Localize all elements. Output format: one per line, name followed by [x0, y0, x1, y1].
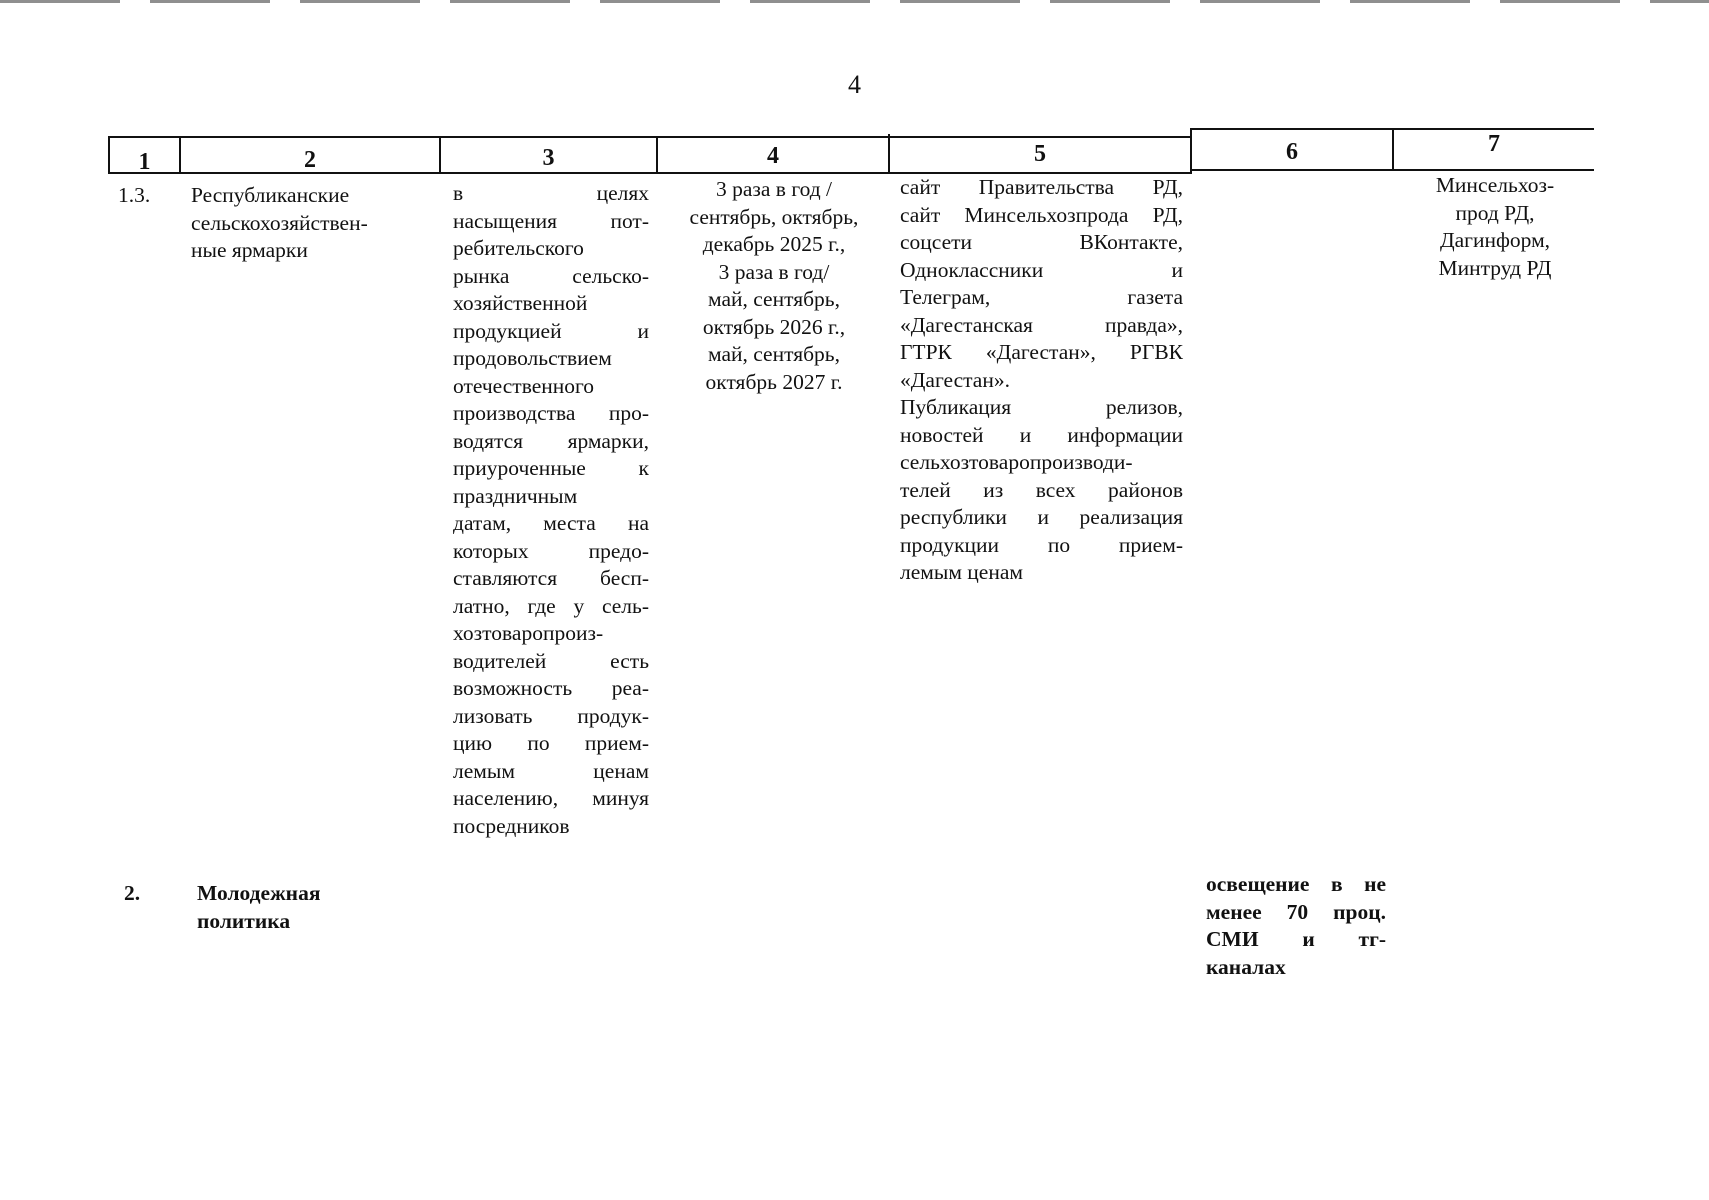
text-line: каналах: [1206, 954, 1286, 979]
text-line: насыщения пот-: [453, 208, 649, 233]
header-col-6: 6: [1286, 139, 1298, 165]
text-line: республики и реализация: [900, 505, 1183, 529]
scan-edge-line: [0, 0, 1709, 3]
text-line: хозтоваропроиз-: [453, 621, 604, 645]
text-line: 3 раза в год/: [718, 259, 830, 284]
text-line: менее 70 проц.: [1206, 899, 1386, 924]
text-line: лизовать продук-: [453, 703, 649, 728]
text-line: лемым ценам: [900, 560, 1024, 584]
header-col-4: 4: [767, 143, 779, 169]
text-line: датам, места на: [453, 511, 649, 535]
text-line: «Дагестанская правда»,: [900, 312, 1183, 337]
text-line: в целях: [453, 181, 649, 205]
header-col-2: 2: [304, 147, 316, 173]
text-line: прод РД,: [1455, 200, 1535, 225]
text-line: праздничным: [453, 483, 578, 508]
text-line: сельскохозяйствен-: [191, 210, 368, 235]
text-line: май, сентябрь,: [708, 342, 840, 366]
text-line: продовольствием: [453, 346, 612, 370]
header-col-1: 1: [138, 149, 151, 175]
table-top-border-left: [108, 136, 1190, 138]
text-line: лемым ценам: [453, 758, 649, 783]
text-line: соцсети ВКонтакте,: [900, 230, 1183, 254]
text-line: декабрь 2025 г.,: [702, 232, 846, 256]
text-line: Минтруд РД: [1438, 255, 1552, 280]
text-line: май, сентябрь,: [708, 287, 840, 311]
text-line: латно, где у сель-: [453, 593, 649, 618]
row-1-3-number: 1.3.: [118, 183, 151, 207]
text-line: возможность реа-: [453, 676, 649, 700]
text-line: Республиканские: [191, 183, 350, 207]
row-1-3-schedule: [664, 176, 884, 396]
page-number: 4: [848, 70, 861, 99]
row-1-3-media-channels: [900, 174, 1183, 587]
header-col-3: 3: [542, 145, 555, 171]
text-line: политика: [197, 908, 291, 933]
text-line: производства про-: [453, 401, 649, 425]
text-line: октябрь 2027 г.: [705, 369, 843, 394]
text-line: сельхозтоваропроизводи-: [900, 450, 1133, 474]
text-line: отечественного: [453, 373, 595, 398]
text-line: Публикация релизов,: [900, 395, 1183, 419]
text-line: сайт Минсельхозпрода РД,: [900, 202, 1183, 227]
text-line: сентябрь, октябрь,: [689, 204, 859, 229]
header-col-7: 7: [1488, 131, 1500, 157]
text-line: которых предо-: [453, 538, 649, 563]
text-line: ставляются бесп-: [453, 566, 649, 590]
text-line: «Дагестан».: [900, 367, 1010, 392]
text-line: Телеграм, газета: [900, 285, 1183, 309]
text-line: освещение в не: [1206, 872, 1386, 896]
text-line: продукцией и: [453, 318, 649, 343]
header-col-5: 5: [1034, 141, 1046, 167]
text-line: Одноклассники и: [900, 257, 1183, 282]
text-line: ГТРК «Дагестан», РГВК: [900, 340, 1183, 364]
text-line: водителей есть: [453, 648, 649, 673]
text-line: СМИ и тг-: [1206, 927, 1386, 951]
text-line: новостей и информации: [900, 422, 1183, 447]
text-line: посредников: [453, 813, 570, 838]
text-line: сайт Правительства РД,: [900, 175, 1183, 199]
text-line: Молодежная: [197, 881, 321, 905]
row-2-section-name: [197, 880, 437, 935]
text-line: продукции по прием-: [900, 532, 1183, 557]
text-line: хозяйственной: [453, 291, 588, 315]
text-line: ные ярмарки: [191, 238, 308, 262]
text-line: Минсельхоз-: [1435, 173, 1555, 197]
text-line: водятся ярмарки,: [453, 428, 649, 453]
text-line: Дагинформ,: [1439, 228, 1551, 252]
row-1-3-description: [453, 180, 649, 840]
text-line: приуроченные к: [453, 456, 649, 480]
row-1-3-responsible: [1400, 172, 1590, 282]
text-line: телей из всех районов: [900, 477, 1183, 502]
text-line: рынка сельско-: [453, 263, 649, 288]
text-line: цию по прием-: [453, 731, 649, 755]
text-line: ребительского: [453, 236, 584, 260]
text-line: октябрь 2026 г.,: [702, 314, 846, 339]
text-line: 3 раза в год /: [715, 177, 833, 201]
row-2-number: 2.: [124, 881, 141, 905]
row-2-coverage-indicator: [1206, 871, 1386, 981]
row-1-3-event-name: [191, 182, 431, 265]
text-line: населению, минуя: [453, 786, 649, 810]
